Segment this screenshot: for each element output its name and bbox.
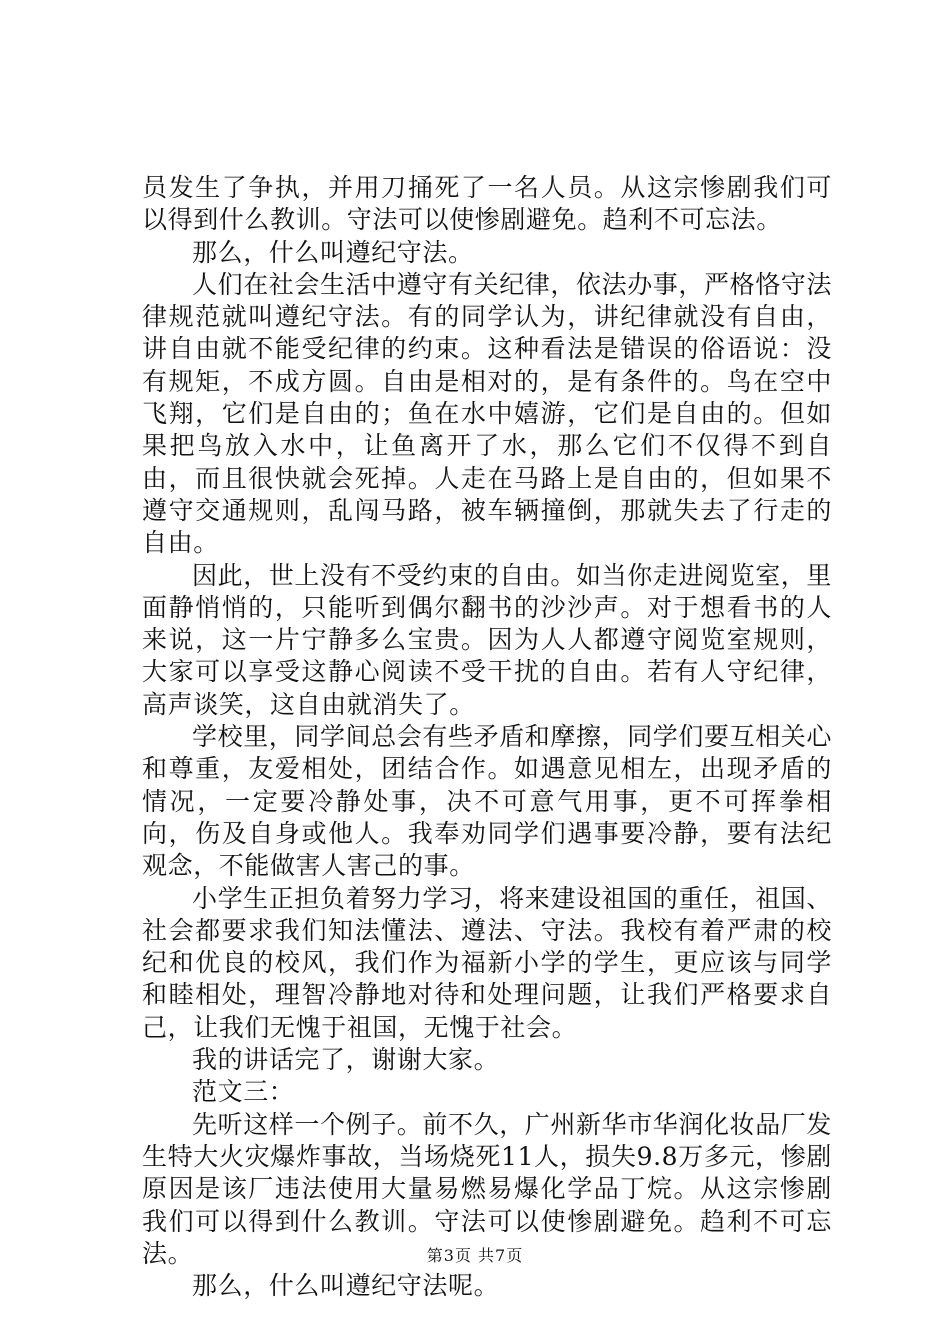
page-number-footer: 第3页 共7页 — [426, 1246, 524, 1265]
paragraph: 先听这样一个例子。前不久，广州新华市华润化妆品厂发生特大火灾爆炸事故，当场烧死11人，损失9.8万多元，惨剧原因是该厂违法使用大量易燃易爆化学品丁烷。从这宗惨剧我们可以得到什么教训。守法可以使惨剧避免。趋利不可忘法。 — [142, 1109, 833, 1268]
document-body — [142, 172, 832, 1302]
paragraph: 那么，什么叫遵纪守法呢。 — [192, 1271, 500, 1301]
paragraph: 我的讲话完了，谢谢大家。 — [192, 1045, 500, 1075]
paragraph: 因此，世上没有不受约束的自由。如当你走进阅览室，里面静悄悄的，只能听到偶尔翻书的沙沙声。对于想看书的人来说，这一片宁静多么宝贵。因为人人都遵守阅览室规则，大家可以享受这静心阅读不受干扰的自由。若有人守纪律，高声谈笑，这自由就消失了。 — [142, 560, 833, 719]
paragraph: 人们在社会生活中遵守有关纪律，依法办事，严格恪守法律规范就叫遵纪守法。有的同学认为，讲纪律就没有自由，讲自由就不能受纪律的约束。这种看法是错误的俗语说：没有规矩，不成方圆。自由是相对的，是有条件的。鸟在空中飞翔，它们是自由的；鱼在水中嬉游，它们是自由的。但如果把鸟放入水中，让鱼离开了水，那么它们不仅得不到自由，而且很快就会死掉。人走在马路上是自由的，但如果不遵守交通规则，乱闯马路，被车辆撞倒，那就失去了行走的自由。 — [142, 269, 833, 558]
paragraph: 那么，什么叫遵纪守法。 — [192, 237, 474, 267]
paragraph: 员发生了争执，并用刀捅死了一名人员。从这宗惨剧我们可以得到什么教训。守法可以使惨剧避免。趋利不可忘法。 — [142, 173, 832, 235]
paragraph: 学校里，同学间总会有些矛盾和摩擦，同学们要互相关心和尊重，友爱相处，团结合作。如遇意见相左，出现矛盾的情况，一定要冷静处事，决不可意气用事，更不可挥拳相向，伤及自身或他人。我奉劝同学们遇事要冷静，要有法纪观念，不能做害人害己的事。 — [142, 722, 833, 881]
paragraph: 小学生正担负着努力学习，将来建设祖国的重任，祖国、社会都要求我们知法懂法、遵法、守法。我校有着严肃的校纪和优良的校风，我们作为福新小学的学生，更应该与同学和睦相处，理智冷静地对待和处理问题，让我们严格要求自己，让我们无愧于祖国，无愧于社会。 — [142, 883, 833, 1042]
section-heading: 范文三： — [192, 1077, 295, 1107]
